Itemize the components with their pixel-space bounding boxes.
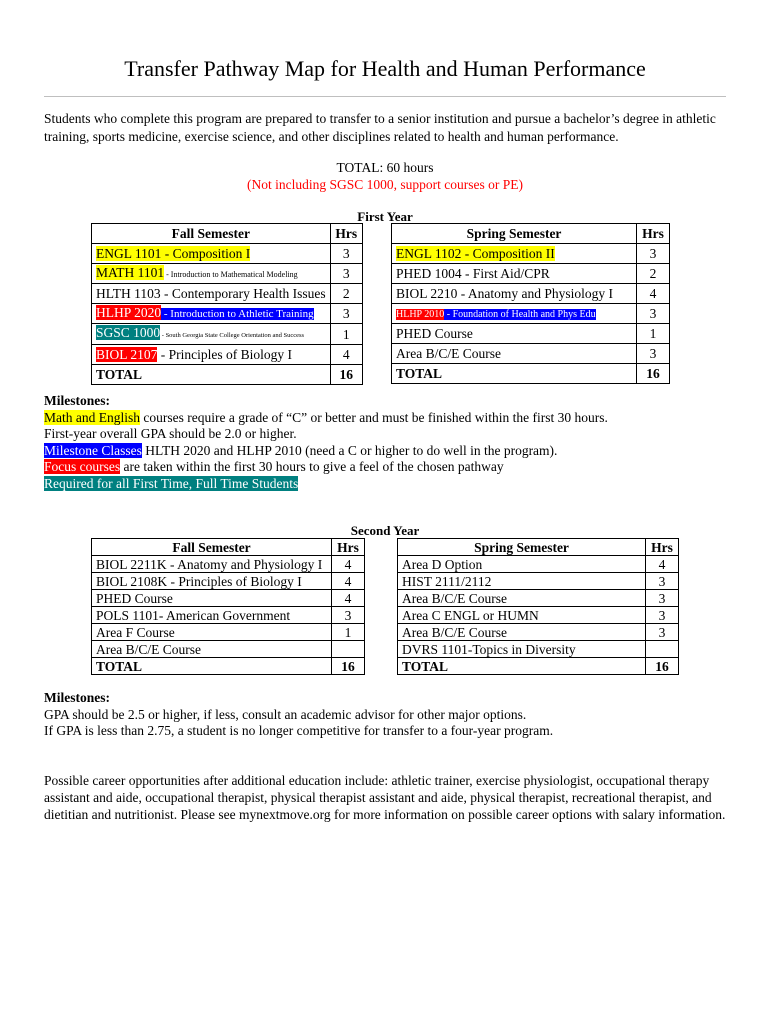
second-year-title: Second Year — [350, 523, 420, 538]
course-code: BIOL 2108K - Principles of Biology I — [92, 573, 332, 590]
milestone-line: GPA should be 2.5 or higher, if less, consult an academic advisor for other major options. — [44, 706, 527, 722]
course-hrs: 3 — [330, 304, 362, 324]
total-hrs: 16 — [332, 658, 365, 675]
milestone-text: HLTH 2020 and HLHP 2010 (need a C or higher to do well in the program). — [141, 442, 558, 458]
course-hrs: 3 — [332, 607, 365, 624]
table-row — [392, 304, 670, 324]
course-code: DVRS 1101-Topics in Diversity — [398, 641, 646, 658]
course-hrs: 3 — [646, 590, 679, 607]
course-hrs: 2 — [637, 264, 670, 284]
course-desc: - Introduction to Mathematical Modeling — [164, 270, 298, 279]
table-row — [392, 244, 670, 264]
course-hrs: 3 — [637, 304, 670, 324]
course-hrs: 4 — [332, 590, 365, 607]
milestone-line — [44, 443, 734, 460]
table-row-total — [92, 658, 365, 675]
table-row — [92, 607, 365, 624]
course-code: Area C ENGL or HUMN — [398, 607, 646, 624]
second-year-spring-table — [397, 538, 679, 675]
milestones-heading: Milestones: — [44, 690, 110, 705]
table-row — [92, 573, 365, 590]
table-row — [92, 641, 365, 658]
table-row — [392, 324, 670, 344]
course-hrs: 4 — [637, 284, 670, 304]
table-row — [92, 284, 363, 304]
title-divider — [44, 96, 726, 97]
table-row — [398, 590, 679, 607]
course-hrs — [332, 641, 365, 658]
course-hrs: 4 — [646, 556, 679, 573]
course-hrs — [646, 641, 679, 658]
table-row-total — [392, 364, 670, 384]
milestones-second-year — [44, 690, 734, 740]
course-code: PHED Course — [92, 590, 332, 607]
course-hrs: 3 — [637, 344, 670, 364]
course-code: HLHP 2010 — [396, 309, 445, 320]
course-hrs: 3 — [637, 244, 670, 264]
milestones-first-year — [44, 393, 734, 492]
course-hrs: 4 — [330, 345, 362, 365]
course-hrs: 3 — [330, 264, 362, 284]
table-row — [92, 244, 363, 264]
course-code: BIOL 2210 - Anatomy and Physiology I — [396, 286, 613, 301]
course-hrs: 1 — [637, 324, 670, 344]
course-code: HIST 2111/2112 — [398, 573, 646, 590]
career-paragraph: Possible career opportunities after additional education include: athletic trainer, exercise physiologist, occupational therapy assistant and aide, occupational therapist, physical therapist assistant and aide, physical therapist, recreational therapist, and dietitian and nutritionist. Please see mynextmove.org for more information on possible career options with salary information. — [44, 773, 726, 822]
course-code: ENGL 1102 - Composition II — [396, 246, 555, 261]
total-label: TOTAL — [392, 364, 637, 384]
course-code: Area B/C/E Course — [398, 624, 646, 641]
fall-header: Fall Semester — [92, 539, 332, 556]
total-label: TOTAL — [398, 658, 646, 675]
total-hrs: 16 — [646, 658, 679, 675]
spring-header: Spring Semester — [398, 539, 646, 556]
table-row — [398, 624, 679, 641]
milestones-heading: Milestones: — [44, 393, 110, 408]
spring-header: Spring Semester — [392, 224, 637, 244]
total-hrs: 16 — [330, 365, 362, 385]
table-row-total — [92, 365, 363, 385]
intro-paragraph: Students who complete this program are prepared to transfer to a senior institution and pursue a bachelor’s degree in athletic training, sports medicine, exercise science, and other disciplines related to health and human performance. — [44, 111, 716, 144]
second-year-fall-table — [91, 538, 365, 675]
table-row — [392, 264, 670, 284]
hrs-header: Hrs — [330, 224, 362, 244]
table-row — [92, 345, 363, 365]
course-code: Area B/C/E Course — [398, 590, 646, 607]
table-row-total — [398, 658, 679, 675]
first-year-spring-table — [391, 223, 670, 384]
course-hrs: 3 — [646, 624, 679, 641]
table-row — [398, 556, 679, 573]
course-desc: - Principles of Biology I — [157, 347, 292, 362]
course-desc: - Introduction to Athletic Training — [161, 308, 314, 320]
milestone-line: First-year overall GPA should be 2.0 or higher. — [44, 426, 297, 441]
course-hrs: 3 — [646, 573, 679, 590]
table-row — [92, 624, 365, 641]
total-hours-note: (Not including SGSC 1000, support courses or PE) — [247, 177, 523, 192]
course-code: Area B/C/E Course — [92, 641, 332, 658]
milestone-line — [44, 459, 734, 476]
course-code: Area B/C/E Course — [396, 346, 501, 361]
course-code: ENGL 1101 - Composition I — [96, 246, 251, 261]
total-hours: TOTAL: 60 hours — [336, 160, 434, 175]
course-hrs: 4 — [332, 573, 365, 590]
course-code: POLS 1101- American Government — [92, 607, 332, 624]
course-hrs: 3 — [646, 607, 679, 624]
course-hrs: 3 — [330, 244, 362, 264]
first-year-fall-table — [91, 223, 363, 385]
table-row — [92, 304, 363, 324]
course-code: BIOL 2211K - Anatomy and Physiology I — [92, 556, 332, 573]
table-row — [92, 590, 365, 607]
course-code: HLHP 2020 — [96, 305, 162, 320]
table-row — [92, 324, 363, 345]
course-desc: - Foundation of Health and Phys Edu — [444, 309, 596, 320]
milestone-line — [44, 410, 734, 427]
milestone-classes-highlight: Milestone Classes — [44, 442, 142, 458]
total-hrs: 16 — [637, 364, 670, 384]
course-code: PHED 1004 - First Aid/CPR — [396, 266, 550, 281]
course-code: MATH 1101 — [96, 265, 165, 280]
course-code: SGSC 1000 — [96, 325, 161, 340]
course-code: BIOL 2107 — [96, 347, 158, 362]
hrs-header: Hrs — [646, 539, 679, 556]
table-row — [92, 556, 365, 573]
first-year-title: First Year — [357, 209, 413, 224]
table-row — [392, 344, 670, 364]
page-title: Transfer Pathway Map for Health and Human Performance — [124, 56, 646, 81]
hrs-header: Hrs — [332, 539, 365, 556]
course-hrs: 2 — [330, 284, 362, 304]
course-hrs: 1 — [330, 324, 362, 345]
course-code: HLTH 1103 - Contemporary Health Issues — [96, 286, 326, 301]
total-label: TOTAL — [92, 365, 331, 385]
table-row — [92, 264, 363, 284]
milestone-text: are taken within the first 30 hours to give a feel of the chosen pathway — [120, 459, 504, 474]
table-row — [398, 573, 679, 590]
table-row — [392, 284, 670, 304]
course-code: Area D Option — [398, 556, 646, 573]
required-highlight: Required for all First Time, Full Time Students — [44, 475, 299, 491]
focus-courses-highlight: Focus courses — [44, 459, 121, 474]
milestone-line — [44, 476, 734, 493]
course-hrs: 4 — [332, 556, 365, 573]
hrs-header: Hrs — [637, 224, 670, 244]
math-english-highlight: Math and English — [44, 409, 140, 425]
course-code: PHED Course — [396, 326, 473, 341]
course-code: Area F Course — [92, 624, 332, 641]
table-row — [398, 641, 679, 658]
fall-header: Fall Semester — [92, 224, 331, 244]
milestone-line: If GPA is less than 2.75, a student is no longer competitive for transfer to a four-year program. — [44, 723, 554, 738]
course-desc: - South Georgia State College Orientation and Success — [160, 332, 305, 339]
total-label: TOTAL — [92, 658, 332, 675]
table-row — [398, 607, 679, 624]
course-hrs: 1 — [332, 624, 365, 641]
milestone-text: courses require a grade of “C” or better and must be finished within the first 30 hours. — [140, 409, 608, 425]
